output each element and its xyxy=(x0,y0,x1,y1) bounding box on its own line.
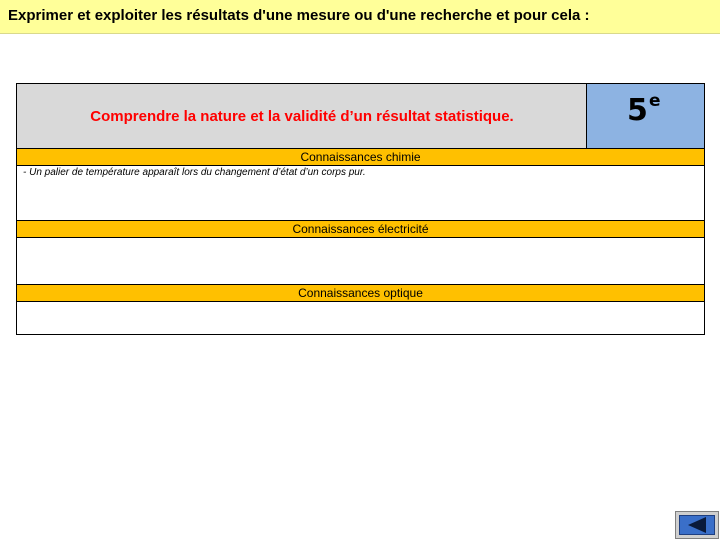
section-body-chimie xyxy=(17,166,704,218)
skill-header xyxy=(17,84,587,148)
grade-superscript: e xyxy=(649,91,661,111)
back-nav-button-face xyxy=(679,515,715,535)
back-nav-button[interactable] xyxy=(675,511,719,539)
slide-title: Exprimer et exploiter les résultats d'une mesure ou d'une recherche et pour cela : xyxy=(8,7,590,24)
grade-cell xyxy=(587,84,704,148)
list-item: - Un palier de température apparaît lors du changement d’état d’un corps pur. xyxy=(23,167,366,178)
grade-level: 5 xyxy=(627,93,648,128)
section-header-chimie: Connaissances chimie xyxy=(17,148,704,166)
section-header-optique: Connaissances optique xyxy=(17,284,704,302)
section-header-electricite: Connaissances électricité xyxy=(17,220,704,238)
slide-title-bar xyxy=(0,0,720,34)
competence-frame xyxy=(16,83,705,335)
section-body-optique xyxy=(17,302,704,334)
skill-title: Comprendre la nature et la validité d’un résultat statistique. xyxy=(90,107,514,125)
back-arrow-icon xyxy=(680,516,714,534)
section-body-electricite xyxy=(17,238,704,280)
